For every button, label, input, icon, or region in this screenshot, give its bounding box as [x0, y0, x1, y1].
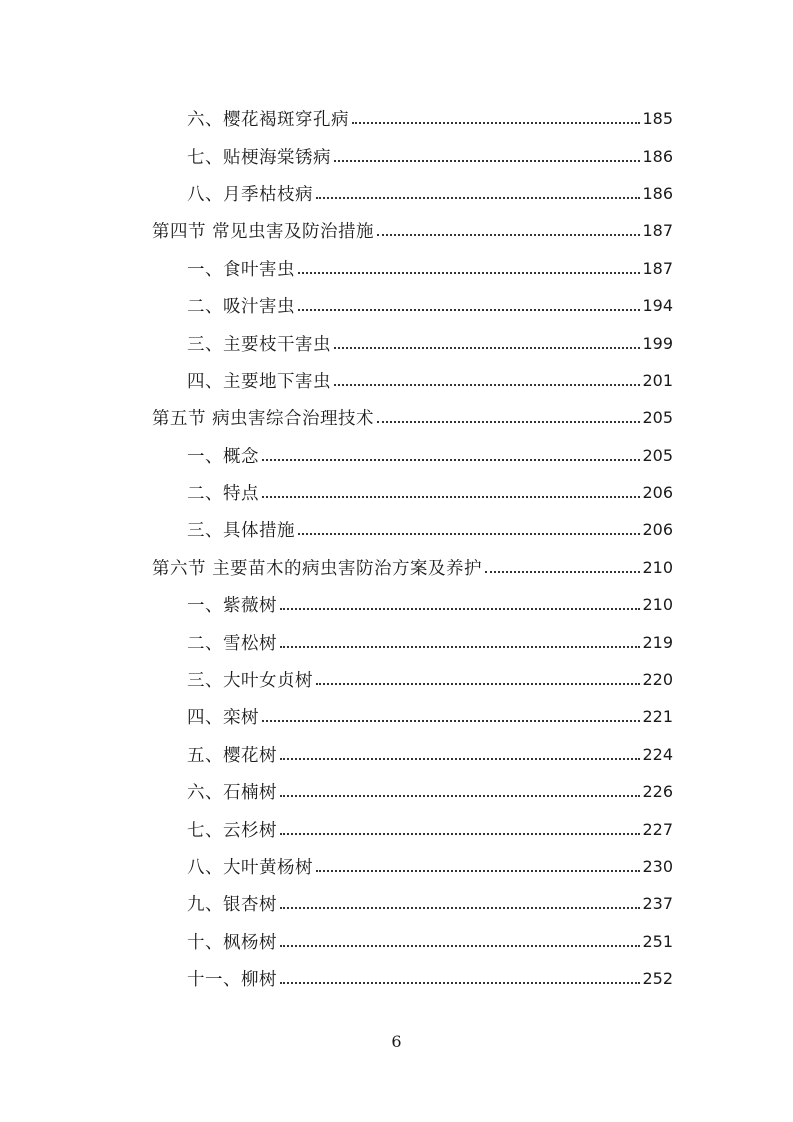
toc-item-entry[interactable] [0, 923, 793, 960]
toc-item-entry[interactable] [0, 100, 793, 137]
toc-item-entry[interactable] [0, 736, 793, 773]
toc-entry-title: 七、贴梗海棠锈病 [187, 147, 331, 168]
toc-item-entry[interactable] [0, 848, 793, 885]
toc-entry-title: 八、月季枯枝病 [187, 184, 313, 205]
toc-entry-title: 三、具体措施 [187, 521, 295, 542]
toc-item-entry[interactable] [0, 511, 793, 548]
toc-entry-page: 230 [642, 857, 673, 876]
toc-dot-leader [280, 607, 640, 610]
toc-entry-title: 七、云杉树 [187, 820, 277, 841]
toc-dot-leader [298, 271, 640, 274]
table-of-contents [0, 100, 793, 997]
toc-entry-page: 219 [642, 632, 673, 652]
toc-dot-leader [262, 719, 640, 722]
toc-entry-title: 十、枫杨树 [187, 932, 277, 953]
toc-entry-title: 一、食叶害虫 [187, 259, 295, 280]
toc-entry-title: 六、樱花褐斑穿孔病 [187, 110, 349, 131]
toc-section-entry[interactable] [0, 549, 793, 586]
toc-item-entry[interactable] [0, 661, 793, 698]
toc-entry-page: 210 [642, 557, 673, 577]
toc-dot-leader [316, 869, 640, 872]
toc-dot-leader [485, 570, 640, 573]
toc-dot-leader [334, 159, 640, 162]
toc-entry-title: 四、栾树 [187, 708, 259, 729]
toc-dot-leader [280, 832, 640, 835]
toc-entry-title: 二、特点 [187, 484, 259, 505]
toc-item-entry[interactable] [0, 586, 793, 623]
toc-item-entry[interactable] [0, 287, 793, 324]
toc-item-entry[interactable] [0, 324, 793, 361]
toc-item-entry[interactable] [0, 810, 793, 847]
toc-entry-page: 224 [642, 744, 673, 764]
toc-item-entry[interactable] [0, 623, 793, 660]
toc-section-entry[interactable] [0, 212, 793, 249]
toc-entry-title: 三、主要枝干害虫 [187, 334, 331, 355]
toc-dot-leader [280, 645, 640, 648]
toc-entry-title: 五、樱花树 [187, 745, 277, 766]
toc-entry-page: 185 [642, 109, 673, 129]
toc-entry-page: 210 [642, 595, 673, 615]
toc-dot-leader [280, 906, 640, 909]
toc-dot-leader [280, 981, 640, 984]
toc-dot-leader [280, 757, 640, 760]
toc-dot-leader [352, 121, 640, 124]
toc-item-entry[interactable] [0, 362, 793, 399]
toc-entry-title: 九、银杏树 [187, 895, 277, 916]
toc-item-entry[interactable] [0, 175, 793, 212]
toc-entry-page: 221 [642, 707, 673, 727]
toc-dot-leader [262, 495, 640, 498]
toc-entry-page: 237 [642, 894, 673, 914]
toc-entry-page: 205 [642, 408, 673, 428]
toc-dot-leader [377, 233, 640, 236]
toc-entry-title: 四、主要地下害虫 [187, 371, 331, 392]
toc-entry-title: 三、大叶女贞树 [187, 671, 313, 692]
toc-dot-leader [298, 532, 640, 535]
toc-item-entry[interactable] [0, 474, 793, 511]
toc-dot-leader [316, 196, 640, 199]
toc-entry-page: 194 [642, 296, 673, 316]
toc-entry-page: 187 [642, 258, 673, 278]
toc-entry-page: 186 [642, 146, 673, 166]
toc-item-entry[interactable] [0, 960, 793, 997]
toc-section-entry[interactable] [0, 399, 793, 436]
toc-entry-title: 第六节 主要苗木的病虫害防治方案及养护 [152, 558, 483, 579]
toc-entry-title: 一、概念 [187, 446, 259, 467]
toc-entry-page: 201 [642, 370, 673, 390]
toc-entry-page: 206 [642, 520, 673, 540]
toc-entry-page: 199 [642, 333, 673, 353]
toc-item-entry[interactable] [0, 437, 793, 474]
toc-dot-leader [280, 794, 640, 797]
toc-dot-leader [377, 420, 640, 423]
toc-entry-page: 252 [642, 969, 673, 989]
toc-entry-page: 220 [642, 670, 673, 690]
toc-dot-leader [262, 458, 640, 461]
toc-dot-leader [334, 346, 640, 349]
toc-entry-title: 二、吸汁害虫 [187, 297, 295, 318]
toc-entry-title: 八、大叶黄杨树 [187, 858, 313, 878]
toc-entry-title: 十一、柳树 [187, 970, 277, 991]
toc-entry-page: 206 [642, 483, 673, 503]
toc-entry-title: 六、石楠树 [187, 783, 277, 804]
toc-entry-page: 186 [642, 183, 673, 203]
toc-entry-title: 第五节 病虫害综合治理技术 [152, 409, 375, 430]
toc-item-entry[interactable] [0, 250, 793, 287]
page-number: 6 [391, 1032, 402, 1051]
toc-entry-page: 187 [642, 221, 673, 241]
toc-entry-title: 第四节 常见虫害及防治措施 [152, 222, 375, 243]
toc-dot-leader [298, 308, 640, 311]
toc-dot-leader [334, 383, 640, 386]
toc-entry-title: 二、雪松树 [187, 633, 277, 654]
toc-item-entry[interactable] [0, 773, 793, 810]
toc-entry-title: 一、紫薇树 [187, 596, 277, 617]
toc-entry-page: 251 [642, 931, 673, 951]
toc-entry-page: 227 [642, 819, 673, 839]
toc-item-entry[interactable] [0, 885, 793, 922]
toc-item-entry[interactable] [0, 698, 793, 735]
toc-dot-leader [316, 682, 640, 685]
toc-dot-leader [280, 944, 640, 947]
toc-item-entry[interactable] [0, 137, 793, 174]
toc-entry-page: 226 [642, 782, 673, 802]
toc-entry-page: 205 [642, 445, 673, 465]
